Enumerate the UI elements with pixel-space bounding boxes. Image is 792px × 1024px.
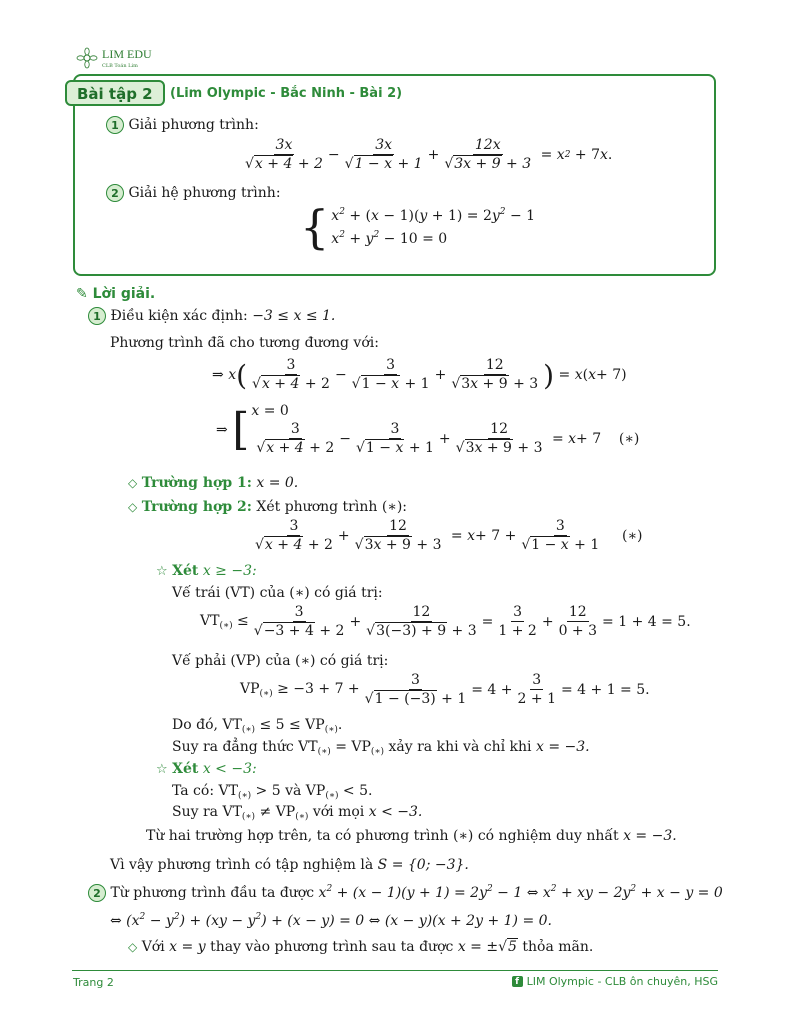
solution-title: ✎ Lời giải. [76,286,156,302]
facebook-icon: f [512,976,523,987]
factored-line: ⇔ $(x^2 - y^2) + (xy - y^2) + (x - y) = 0$ ⇔ (x − y)(x + 2y + 1) = 0. [110,912,552,929]
logo-subtitle: CLB Toán Lim [102,63,138,69]
footer-brand: f LIM Olympic - CLB ôn chuyên, HSG [512,975,718,988]
footer-divider [72,970,718,971]
problem-part-2 [106,184,281,202]
part-1-text: Giải phương trình: [128,117,259,133]
vt-inequality: $VT_{(∗)}$ ≤ $\frac{3}{√-3 + 4 + 2}$ + $\frac{12}{√3(-3) + 9 + 3}$ = $\frac{3}{1 + 2}$ + $\frac{12}{0 + 3}$ = 1 + 4 = 5. [200,604,691,639]
vt-text: Vế trái (VT) của (∗) có giá trị: [172,585,383,601]
edit-icon: ✎ [76,286,88,302]
subcase-1: ☆ Xét x ≥ −3: [156,563,257,579]
suyra-line-2: Suy ra $VT_{(∗)} \ne VP_{(∗)}$ với mọi x < −3. [172,804,423,822]
problem-part-1 [106,116,259,134]
system-of-equations: { $x^2 + (x - 1)(y + 1) = 2y^2 - 1$ $x^2 + y^2 - 10 = 0$ [300,200,536,254]
dodo-line: Do đó, $VT_{(∗)} \le 5 \le VP_{(∗)}$. [172,717,343,735]
part-number: 1 [88,307,106,325]
conclusion-set: Vì vậy phương trình có tập nghiệm là S = {0; −3}. [110,857,469,873]
vp-inequality: $VP_{(∗)} \ge -3 + 7$ + $\frac{3}{√1 - (-3) + 1}$ = 4 + $\frac{3}{2 + 1}$ = 4 + 1 = 5. [240,672,650,707]
suyra-line-1: Suy ra đẳng thức $VT_{(∗)} = VP_{(∗)}$ xảy ra khi và chỉ khi x = −3. [172,739,590,757]
solution-part-1: 1 Điều kiện xác định: −3 ≤ x ≤ 1. [88,307,335,325]
page-number: Trang 2 [73,976,114,989]
case-1: ◇ Trường hợp 1: x = 0. [128,475,299,491]
equation-factor: ⇒ x ( $\frac{3}{√x + 4 + 2}$ − $\frac{3}{√1 - x + 1}$ + $\frac{12}{√3x + 9 + 3}$ ) = x ( x + 7) [212,357,627,392]
s2-case-line: ◇ Với x = y thay vào phương trình sau ta được x = ±√5 thỏa mãn. [128,939,594,955]
exercise-badge: Bài tập 2 [65,80,165,106]
equiv-text: Phương trình đã cho tương đương với: [110,335,379,351]
equation-cases: ⇒ [ x = 0 $\frac{3}{√x + 4 + 2}$ − $\frac{3}{√1 - x + 1}$ + $\frac{12}{√3x + 9 + 3}$ = x + 7 (∗) [216,403,640,456]
diamond-bullet-icon: ◇ [128,940,138,954]
exercise-source: (Lim Olympic - Bắc Ninh - Bài 2) [170,86,403,101]
part-2-text: Giải hệ phương trình: [128,185,281,201]
star-bullet-icon: ☆ [156,564,168,579]
part-number: 2 [88,884,106,902]
part-number: 2 [106,184,124,202]
solution-part-2: 2 Từ phương trình đầu ta được $x^2 + (x - 1)(y + 1) = 2y^2 - 1$ ⇔ $x^2$ + xy − $2y^2 + x - y = 0$ [88,880,723,902]
equation-1: $\frac{3x}{√x + 4 + 2}$ − $\frac{3x}{√1 - x + 1}$ + $\frac{12x}{√3x + 9 + 3}$ = x 2 + 7 x . [245,137,613,172]
taco-line: Ta có: $VT_{(∗)} > 5$ và $VP_{(∗)} < 5$. [172,783,373,801]
lotus-logo-icon [76,47,98,69]
equation-star: $\frac{3}{√x + 4 + 2}$ + $\frac{12}{√3x + 9 + 3}$ = x + 7 + $\frac{3}{√1 - x + 1}$ (∗) [255,518,643,553]
vp-text: Vế phải (VP) của (∗) có giá trị: [172,653,389,669]
star-bullet-icon: ☆ [156,762,168,777]
part-number: 1 [106,116,124,134]
logo-text: LIM EDU [102,47,152,61]
diamond-bullet-icon: ◇ [128,500,138,514]
conclusion-unique: Từ hai trường hợp trên, ta có phương trình (∗) có nghiệm duy nhất x = −3. [146,828,677,844]
case-2: ◇ Trường hợp 2: Xét phương trình (∗): [128,499,407,515]
diamond-bullet-icon: ◇ [128,476,138,490]
logo [76,46,152,69]
subcase-2: ☆ Xét x < −3: [156,761,257,777]
